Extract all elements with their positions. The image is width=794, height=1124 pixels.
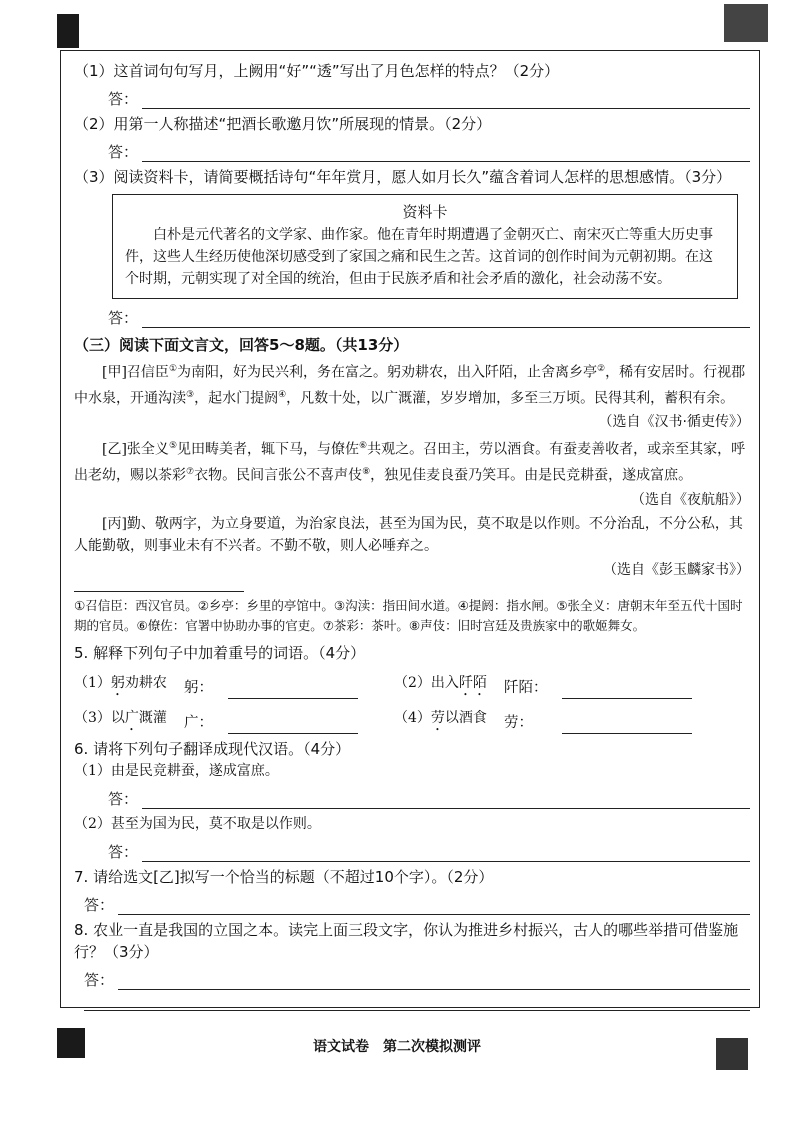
answer-label: 答： — [108, 143, 139, 161]
question-3-3: （3）阅读资料卡，请简要概括诗句“年年赏月，愿人如月长久”蕴含着词人怎样的思想感情。（3分） — [74, 168, 732, 186]
answer-blank[interactable] — [562, 719, 692, 734]
answer-blank[interactable] — [118, 900, 750, 915]
answer-line-6-1[interactable]: 答： — [108, 788, 750, 809]
question-5-item-4: （4）劳以酒食 劳： — [394, 707, 714, 734]
registration-mark-top-left — [57, 14, 79, 48]
question-5-row-2 — [74, 707, 750, 734]
page-footer: 语文试卷 第二次模拟测评 — [313, 1039, 481, 1055]
info-card-body: 白朴是元代著名的文学家、曲作家。他在青年时期遭遇了金朝灭亡、南宋灭亡等重大历史事件，这些人生经历使他深切感受到了家国之痛和民生之苦。这首词的创作时间为元朝初期。在这个时期，元朝实现了对全国的统治，但由于民族矛盾和社会矛盾的激化，社会动荡不安。 — [125, 227, 713, 287]
answer-line-8-extra[interactable] — [84, 996, 750, 1011]
section-3-title: （三）阅读下面文言文，回答5～8题。（共13分） — [74, 336, 409, 354]
question-6: 6. 请将下列句子翻译成现代汉语。（4分） — [74, 739, 351, 758]
question-5-row-1 — [74, 672, 750, 699]
question-6-sentence-2: （2）甚至为国为民，莫不取是以作则。 — [74, 815, 321, 832]
question-6-sentence-1: （1）由是民竞耕蚕，遂成富庶。 — [74, 762, 279, 779]
answer-blank[interactable] — [228, 684, 358, 699]
exam-content — [74, 60, 750, 1015]
answer-blank[interactable] — [84, 996, 750, 1011]
footnote-divider — [74, 591, 244, 592]
question-5: 5. 解释下列句子中加着重号的词语。（4分） — [74, 643, 366, 662]
question-5-item-2: （2）出入阡陌 阡陌： — [394, 672, 714, 699]
question-7: 7. 请给选文[乙]拟写一个恰当的标题（不超过10个字）。（2分） — [74, 867, 494, 886]
answer-blank[interactable] — [142, 147, 750, 162]
answer-line-3-1[interactable] — [108, 88, 750, 109]
answer-blank[interactable] — [228, 719, 358, 734]
answer-blank[interactable] — [142, 847, 750, 862]
answer-blank[interactable] — [562, 684, 692, 699]
question-3-1: （1）这首词句句写月，上阙用“好”“透”写出了月色怎样的特点？（2分） — [74, 62, 560, 80]
question-3-2: （2）用第一人称描述“把酒长歌邀月饮”所展现的情景。（2分） — [74, 115, 492, 133]
passage-yi-source: （选自《夜航船》） — [631, 491, 750, 508]
answer-blank[interactable] — [142, 794, 750, 809]
registration-mark-top-right — [724, 4, 768, 42]
answer-line-3-2[interactable] — [108, 141, 750, 162]
answer-blank[interactable] — [142, 94, 750, 109]
answer-blank[interactable] — [142, 313, 750, 328]
answer-line-6-2[interactable]: 答： — [108, 841, 750, 862]
question-5-item-3: （3）以广溉灌 广： — [74, 707, 394, 734]
answer-blank[interactable] — [118, 975, 750, 990]
answer-line-7[interactable]: 答： — [84, 894, 750, 915]
answer-line-8[interactable]: 答： — [84, 969, 750, 990]
answer-label: 答： — [108, 309, 139, 327]
footnotes: ①召信臣：西汉官员。②乡亭：乡里的亭馆中。③沟渎：指田间水道。④提阏：指水闸。⑤张全义：唐朝末年至五代十国时期的官员。⑥僚佐：官署中协助办事的官吏。⑦茶彩：茶叶。⑧声伎：旧时宫廷及贵族家中的歌姬舞女。 — [74, 597, 743, 633]
passage-jia-source: （选自《汉书·循吏传》） — [598, 414, 750, 431]
passage-jia: [甲]召信臣①为南阳，好为民兴利，务在富之。躬劝耕农，出入阡陌，止舍离乡亭②，稀有安居时。行视郡中水泉，开通沟渎③，起水门提阏④，凡数十处，以广溉灌，岁岁增加，多至三万顷。民得其利，蓄积有余。 — [74, 364, 746, 407]
info-card — [112, 194, 738, 299]
passage-yi: [乙]张全义⑤见田畴美者，辄下马，与僚佐⑥共观之。召田主，劳以酒食。有蚕麦善收者，或亲至其家，呼出老幼，赐以茶彩⑦衣物。民间言张公不喜声伎⑧，独见佳麦良蚕乃笑耳。由是民竞耕蚕，遂成富庶。 — [74, 441, 746, 484]
answer-line-3-3[interactable] — [108, 307, 750, 328]
info-card-title: 资料卡 — [402, 203, 448, 221]
passage-bing-source: （选自《彭玉麟家书》） — [603, 561, 750, 578]
passage-bing: [丙]勤、敬两字，为立身要道，为治家良法，甚至为国为民，莫不取是以作则。不分治乱，不分公私，其人能勤敬，则事业未有不兴者。不勤不敬，则人必唾弃之。 — [74, 515, 743, 554]
question-5-item-1: （1）躬劝耕农 躬： — [74, 672, 394, 699]
question-8: 8. 农业一直是我国的立国之本。读完上面三段文字，你认为推进乡村振兴，古人的哪些举措可借鉴施行？（3分） — [74, 920, 739, 961]
answer-label: 答： — [108, 90, 139, 108]
